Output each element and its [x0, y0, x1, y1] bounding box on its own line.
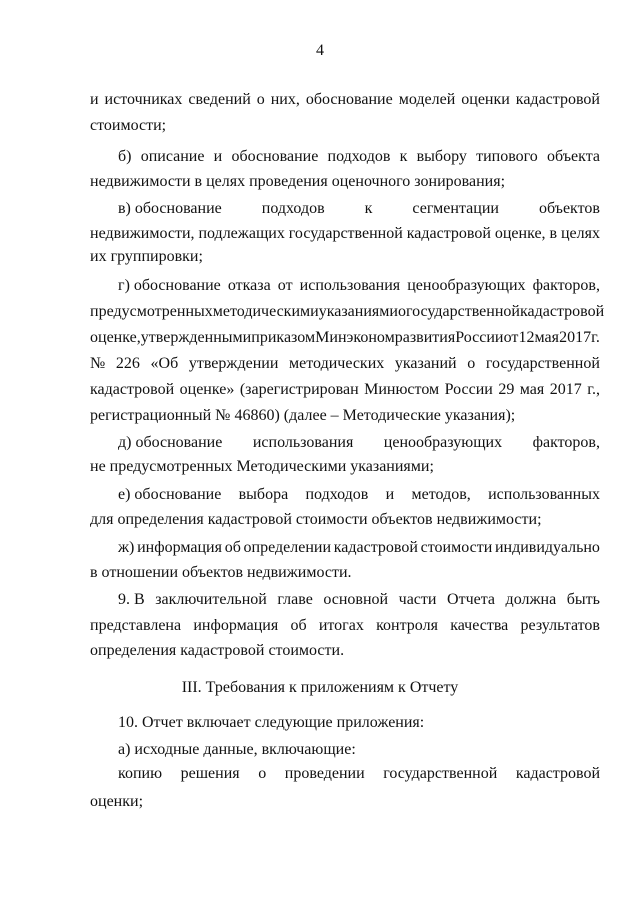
word: утвержденными — [140, 329, 252, 346]
word: 29 — [498, 381, 515, 398]
word: объекта — [547, 148, 600, 165]
word: Минэкономразвития — [315, 329, 456, 346]
line-text: для определения кадастровой стоимости объектов недвижимости; — [90, 511, 542, 528]
word: использования — [299, 277, 401, 294]
word: от — [503, 329, 519, 346]
word: е) обоснование — [118, 486, 222, 503]
word: факторов, — [532, 277, 600, 294]
word: стоимости — [420, 539, 493, 556]
word: обоснование — [231, 148, 319, 165]
word: контроля — [376, 617, 438, 634]
word: недвижимости, — [90, 225, 195, 242]
word: методов, — [411, 486, 471, 503]
line-text: а) исходные данные, включающие: — [118, 741, 356, 758]
word: подходов — [305, 486, 369, 503]
word: государственной — [288, 225, 403, 242]
word: о — [397, 303, 406, 320]
word: оценки — [461, 91, 510, 108]
word: использованных — [488, 486, 600, 503]
word: и — [213, 148, 223, 165]
word: к — [364, 200, 373, 217]
word: оценке» — [179, 381, 235, 398]
word: должна — [505, 591, 557, 608]
word: приказом — [251, 329, 316, 346]
word: них, — [270, 91, 300, 108]
word: о — [258, 765, 267, 782]
word: кадастровой — [519, 303, 605, 320]
word: информация — [193, 617, 279, 634]
page-number: 4 — [316, 42, 324, 59]
word: 12 — [518, 329, 535, 346]
word: информация — [137, 539, 222, 556]
line-text: в отношении объектов недвижимости. — [90, 564, 352, 581]
word: и — [90, 91, 99, 108]
word: «Об — [150, 355, 179, 372]
word: ценообразующих — [407, 277, 526, 294]
word: государственной — [405, 303, 520, 320]
word: части — [398, 591, 437, 608]
word: о — [467, 355, 476, 372]
word: качества — [450, 617, 509, 634]
word: сегментации — [412, 200, 499, 217]
word: подлежащих — [198, 225, 285, 242]
word: государственной — [383, 765, 498, 782]
word: оценке, — [90, 329, 141, 346]
word: г., — [587, 381, 600, 398]
word: копию — [118, 765, 163, 782]
word: указаний — [394, 355, 457, 372]
word: объектов — [538, 200, 600, 217]
word: от — [277, 277, 293, 294]
word: представлена — [90, 617, 182, 634]
line-text: 10. Отчет включает следующие приложения: — [118, 714, 425, 731]
word: к — [399, 148, 408, 165]
word: целях — [560, 225, 600, 242]
word: выбора — [238, 486, 289, 503]
word: предусмотренных — [90, 303, 213, 320]
word: Отчета — [447, 591, 495, 608]
word: России — [444, 381, 493, 398]
word: об — [224, 539, 241, 556]
word: мая — [534, 329, 559, 346]
word: о — [256, 91, 265, 108]
line-text: стоимости; — [90, 117, 167, 134]
word: 2017 — [549, 381, 582, 398]
word: № — [90, 355, 106, 372]
word: главе — [277, 591, 313, 608]
word: ценообразующих — [383, 434, 503, 451]
word: подходов — [261, 200, 325, 217]
line-text: определения кадастровой стоимости. — [90, 642, 345, 659]
word: быть — [566, 591, 600, 608]
word: методических — [289, 355, 385, 372]
word: России — [455, 329, 504, 346]
word: б) — [118, 148, 132, 165]
word: отказа — [227, 277, 271, 294]
word: в — [549, 225, 558, 242]
word: использования — [252, 434, 354, 451]
word: г. — [591, 329, 600, 346]
word: и — [385, 486, 395, 503]
word: проведении — [284, 765, 365, 782]
word: в) обоснование — [118, 200, 222, 217]
word: утверждении — [188, 355, 279, 372]
word: г) обоснование — [118, 277, 221, 294]
word: д) обоснование — [118, 434, 223, 451]
word: ж) — [118, 539, 135, 556]
word: описание — [140, 148, 205, 165]
word: кадастровой — [515, 91, 600, 108]
line-text: недвижимости в целях проведения оценочного зонирования; — [90, 173, 506, 190]
word: выбору — [416, 148, 467, 165]
word: 2017 — [559, 329, 592, 346]
line-text: регистрационный № 46860) (далее – Методические указания); — [90, 407, 516, 424]
word: определении — [243, 539, 332, 556]
word: сведений — [188, 91, 251, 108]
word: мая — [519, 381, 545, 398]
word: кадастровой — [515, 765, 600, 782]
word: результатов — [520, 617, 600, 634]
line-text: не предусмотренных Методическими указаниями; — [90, 458, 434, 475]
word: 226 — [115, 355, 140, 372]
word: оценке, — [494, 225, 546, 242]
word: Минюстом — [364, 381, 440, 398]
word: государственной — [485, 355, 600, 372]
word: кадастровой — [90, 381, 175, 398]
line-text: оценки; — [90, 793, 144, 810]
word: заключительной — [155, 591, 267, 608]
word: моделей — [398, 91, 456, 108]
word: итогах — [318, 617, 364, 634]
word: кадастровой — [406, 225, 491, 242]
word: об — [290, 617, 307, 634]
word: основной — [323, 591, 389, 608]
word: указаниями — [318, 303, 398, 320]
word: 9. В — [118, 591, 145, 608]
word: методическими — [212, 303, 319, 320]
word: источниках — [104, 91, 183, 108]
word: подходов — [327, 148, 391, 165]
word: факторов, — [532, 434, 600, 451]
word: решения — [180, 765, 240, 782]
word: кадастровой — [333, 539, 418, 556]
word: индивидуально — [494, 539, 600, 556]
word: (зарегистрирован — [239, 381, 359, 398]
line-text: их группировки; — [90, 248, 203, 265]
word: типового — [476, 148, 538, 165]
section-heading-text: III. Требования к приложениям к Отчету — [181, 679, 459, 696]
word: обоснование — [305, 91, 393, 108]
